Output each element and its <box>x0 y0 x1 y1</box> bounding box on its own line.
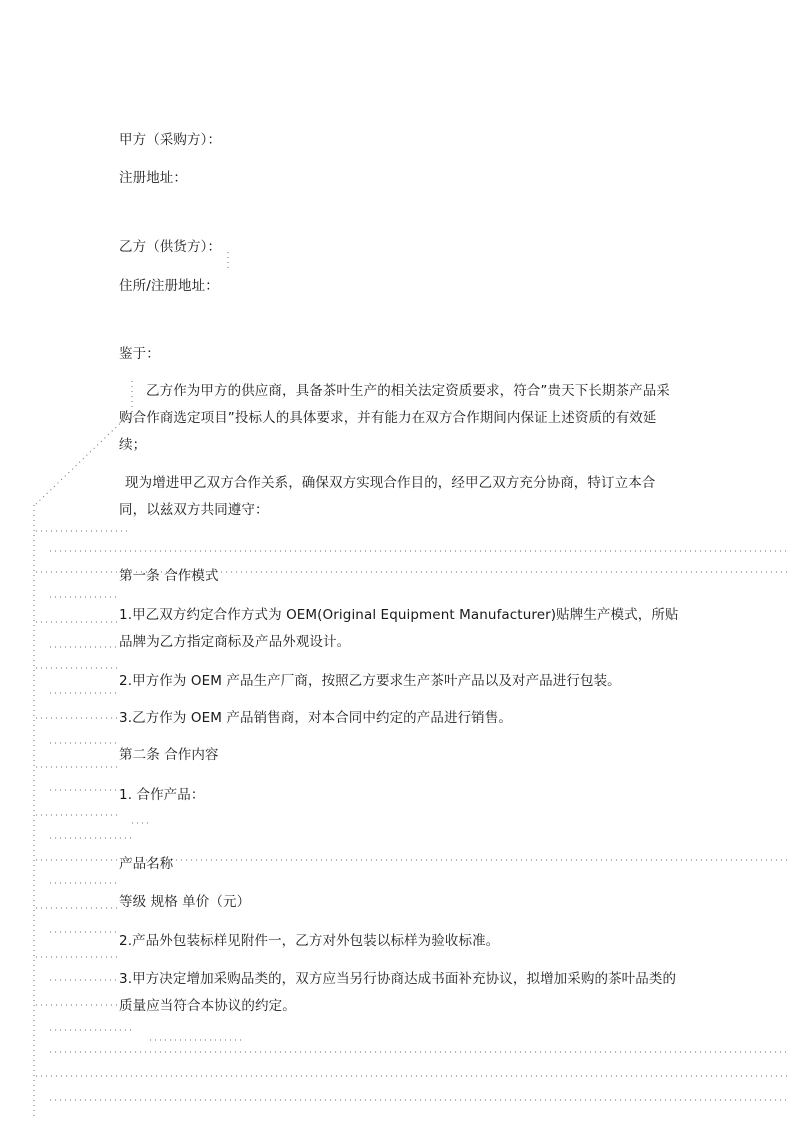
party-b-label: 乙方（供货方）： <box>119 239 222 255</box>
product-columns-header: 等级 规格 单价（元） <box>119 894 251 910</box>
article-1-title: 第一条 合作模式 <box>119 568 219 584</box>
recitals-heading: 鉴于： <box>119 346 160 362</box>
product-name-label: 产品名称 <box>119 856 174 872</box>
party-a-address-label: 注册地址： <box>119 170 187 186</box>
article-2-item-2: 2.产品外包装标样见附件一，乙方对外包装以标样为验收标准。 <box>119 933 500 949</box>
article-2-item-1: 1. 合作产品： <box>119 787 205 803</box>
recital-clause-1: 乙方作为甲方的供应商，具备茶叶生产的相关法定资质要求，符合”贵天下长期茶产品采购合作商选定项目”投标人的具体要求，并有能力在双方合作期间内保证上述资质的有效延续； <box>119 383 670 453</box>
party-a-label: 甲方（采购方）： <box>119 132 222 148</box>
article-1-item-3: 3.乙方作为 OEM 产品销售商，对本合同中约定的产品进行销售。 <box>119 710 512 726</box>
party-b-address-label: 住所/注册地址： <box>119 278 219 294</box>
article-1-item-2: 2.甲方作为 OEM 产品生产厂商，按照乙方要求生产茶叶产品以及对产品进行包装。 <box>119 673 621 689</box>
article-1-item-1: 1.甲乙双方约定合作方式为 OEM(Original Equipment Manufacturer)贴牌生产模式，所贴品牌为乙方指定商标及产品外观设计。 <box>119 607 679 650</box>
article-2-item-3: 3.甲方决定增加采购品类的，双方应当另行协商达成书面补充协议，拟增加采购的茶叶品类的质量应当符合本协议的约定。 <box>119 971 677 1014</box>
article-2-title: 第二条 合作内容 <box>119 747 219 763</box>
recital-clause-2: 现为增进甲乙双方合作关系，确保双方实现合作目的，经甲乙双方充分协商，特订立本合同，以兹双方共同遵守： <box>119 475 656 518</box>
